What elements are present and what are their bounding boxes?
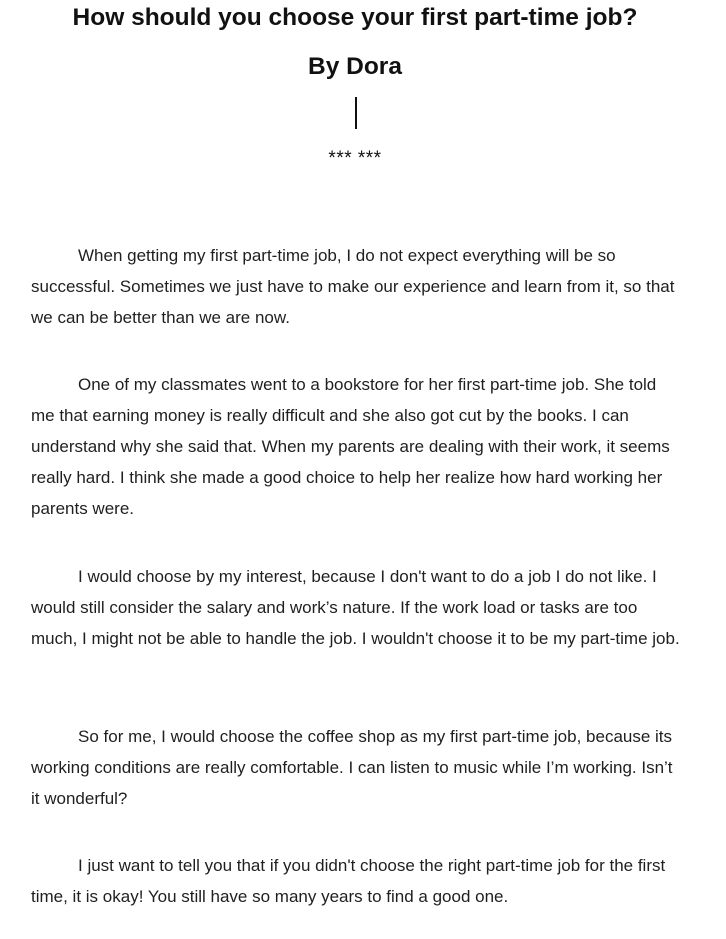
- paragraph-1: When getting my first part-time job, I do not expect everything will be so successful. Sometimes we just have to make our experience and learn from it, so that we can be better than we are now.: [31, 246, 675, 327]
- paragraph-4: So for me, I would choose the coffee shop as my first part-time job, because its working conditions are really comfortable. I can listen to music while I’m working. Isn’t it wonderful?: [31, 727, 673, 808]
- document-title: How should you choose your first part-time job?: [72, 4, 638, 31]
- paragraph-2: One of my classmates went to a bookstore for her first part-time job. She told me that earning money is really difficult and she also got cut by the books. I can understand why she said that. When my parents are dealing with their work, it seems really hard. I think she made a good choice to help her realize how hard working her parents were.: [31, 375, 670, 518]
- paragraph-3: I would choose by my interest, because I don't want to do a job I do not like. I would still consider the salary and work’s nature. If the work load or tasks are too much, I might not be able to handle the job. I wouldn't choose it to be my part-time job.: [31, 567, 680, 648]
- document-author: By Dora: [308, 53, 402, 80]
- text-cursor[interactable]: [355, 97, 357, 129]
- paragraph-5: I just want to tell you that if you didn't choose the right part-time job for the first time, it is okay! You still have so many years to find a good one.: [31, 856, 666, 906]
- section-separator: *** ***: [328, 148, 382, 169]
